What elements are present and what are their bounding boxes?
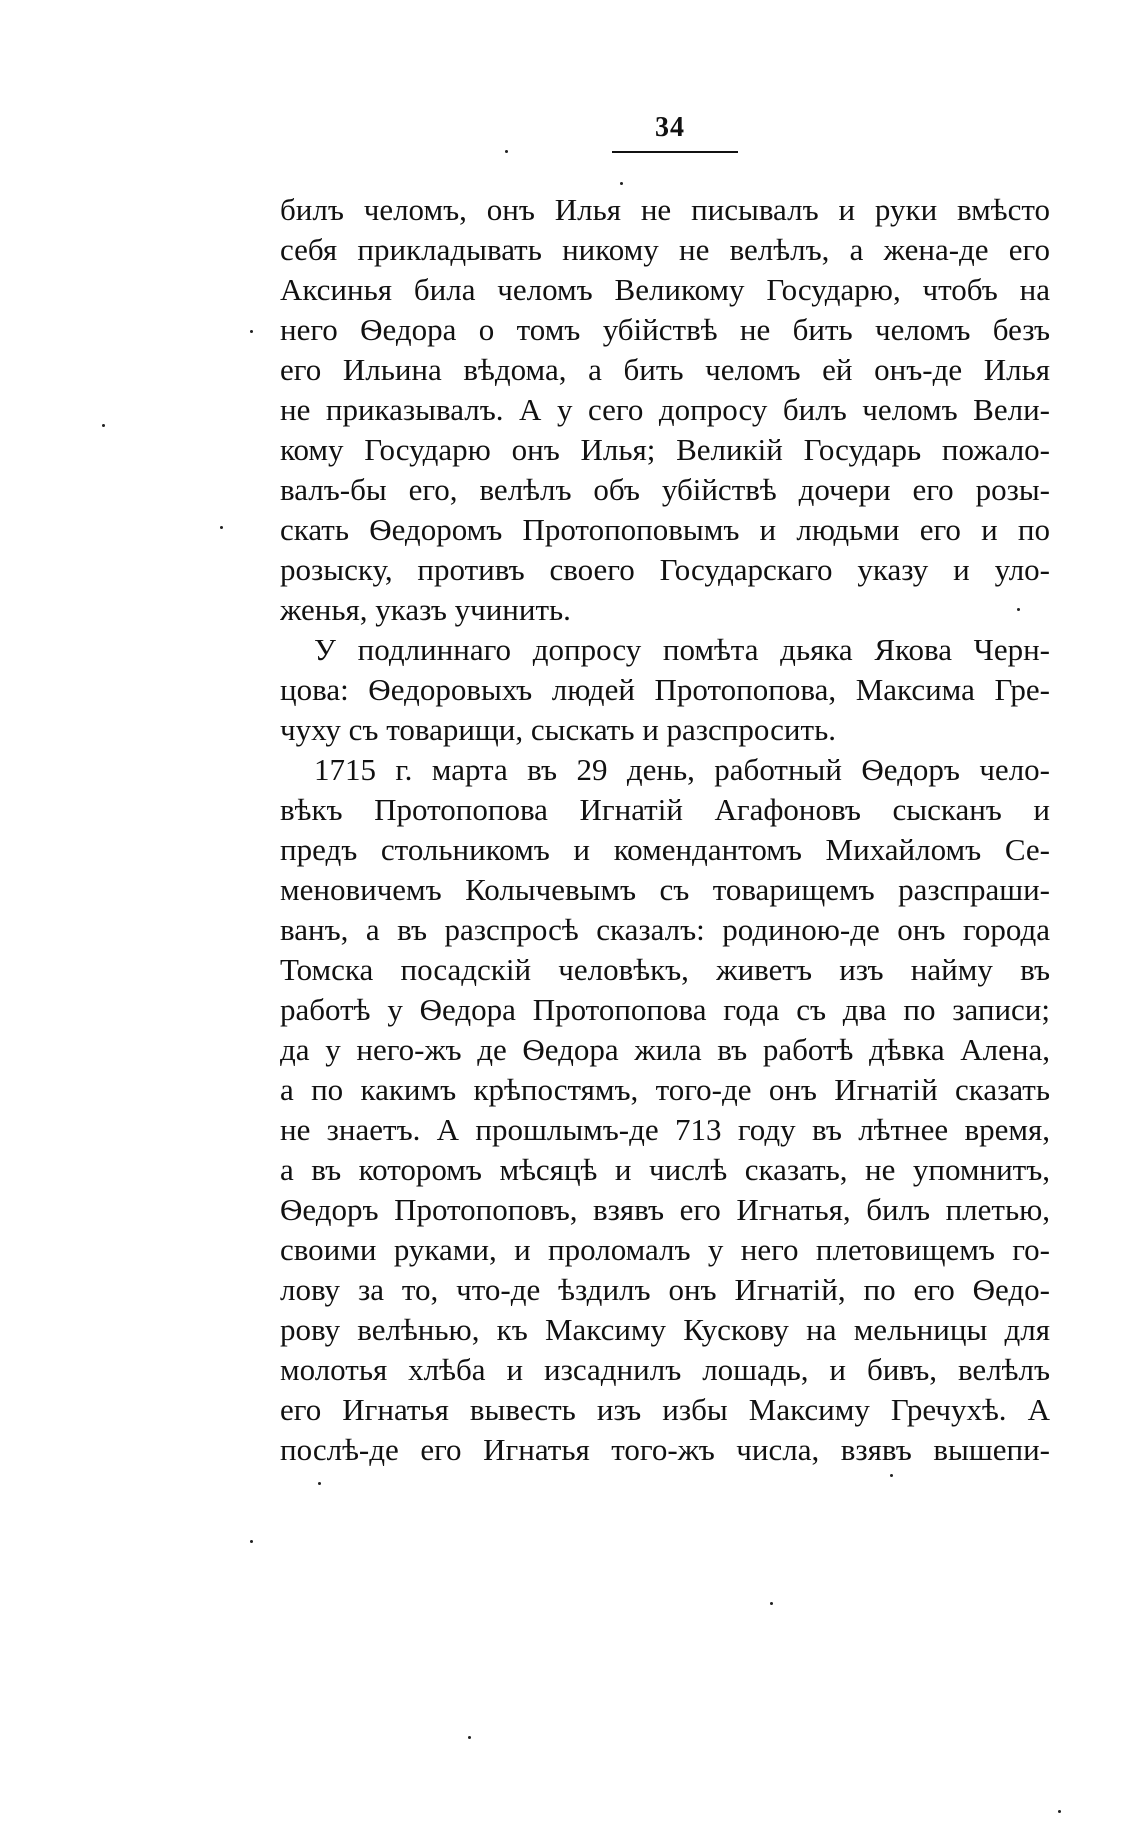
text-line: молотья хлѣба и изсаднилъ лошадь, и бивъ, велѣлъ [280,1352,1050,1387]
text-line: него Ѳедора о томъ убійствѣ не бить челомъ безъ [280,312,1050,347]
text-line: своими руками, и проломалъ у него плетовищемъ го- [280,1232,1050,1267]
text-line: Аксинья била челомъ Великому Государю, чтобъ на [280,272,1050,307]
text-line: да у него-жъ де Ѳедора жила въ работѣ дѣвка Алена, [280,1032,1050,1067]
scan-speck [1017,608,1020,611]
text-line: себя прикладывать никому не велѣлъ, а жена-де его [280,232,1050,267]
text-line: послѣ-де его Игнатья того-жъ числа, взявъ вышепи- [280,1432,1050,1467]
text-line: Томска посадскій человѣкъ, живетъ изъ найму въ [280,952,1050,987]
scan-speck [770,1602,773,1605]
text-line: женья, указъ учинить. [280,592,571,627]
text-line: ванъ, а въ разспросѣ сказалъ: родиною-де онъ города [280,912,1050,947]
text-line: предъ стольникомъ и комендантомъ Михайломъ Се- [280,832,1050,867]
scan-speck [620,182,623,185]
text-line: скать Ѳедоромъ Протопоповымъ и людьми его и по [280,512,1050,547]
text-line: работѣ у Ѳедора Протопопова года съ два по записи; [280,992,1050,1027]
scan-speck [250,330,253,333]
text-line: не приказывалъ. А у сего допросу билъ челомъ Вели- [280,392,1050,427]
body-text [280,190,1050,1470]
text-line: а по какимъ крѣпостямъ, того-де онъ Игнатій сказать [280,1072,1050,1107]
page-number: 34 [655,112,685,143]
text-line: его Игнатья вывесть изъ избы Максиму Гречухѣ. А [280,1392,1050,1427]
text-line: рову велѣнью, къ Максиму Кускову на мельницы для [280,1312,1050,1347]
text-line: вѣкъ Протопопова Игнатій Агафоновъ сысканъ и [280,792,1050,827]
page-number-rule [612,151,738,153]
scan-speck [220,526,223,529]
scan-speck [102,424,105,427]
text-line: а въ которомъ мѣсяцѣ и числѣ сказать, не упомнитъ, [280,1152,1050,1187]
scan-speck [1058,1810,1061,1813]
text-line: билъ челомъ, онъ Илья не писывалъ и руки вмѣсто [280,192,1050,227]
text-line: его Ильина вѣдома, а бить челомъ ей онъ-де Илья [280,352,1050,387]
text-line: лову за то, что-де ѣздилъ онъ Игнатій, по его Ѳедо- [280,1272,1050,1307]
text-line: 1715 г. марта въ 29 день, работный Ѳедоръ чело- [314,752,1050,787]
scan-speck [468,1736,471,1739]
scan-speck [505,150,508,153]
scan-speck [250,1540,253,1543]
text-line: чуху съ товарищи, сыскать и разспросить. [280,712,836,747]
text-line: цова: Ѳедоровыхъ людей Протопопова, Максима Гре- [280,672,1050,707]
text-line: У подлиннаго допросу помѣта дьяка Якова Черн- [314,632,1050,667]
text-line: валъ-бы его, велѣлъ объ убійствѣ дочери его розы- [280,472,1050,507]
text-line: Ѳедоръ Протопоповъ, взявъ его Игнатья, билъ плетью, [280,1192,1050,1227]
scan-speck [890,1474,893,1477]
text-line: не знаетъ. А прошлымъ-де 713 году въ лѣтнее время, [280,1112,1050,1147]
scan-speck [318,1482,321,1485]
text-line: меновичемъ Колычевымъ съ товарищемъ разспраши- [280,872,1050,907]
text-line: розыску, противъ своего Государскаго указу и уло- [280,552,1050,587]
text-line: кому Государю онъ Илья; Великій Государь пожало- [280,432,1050,467]
